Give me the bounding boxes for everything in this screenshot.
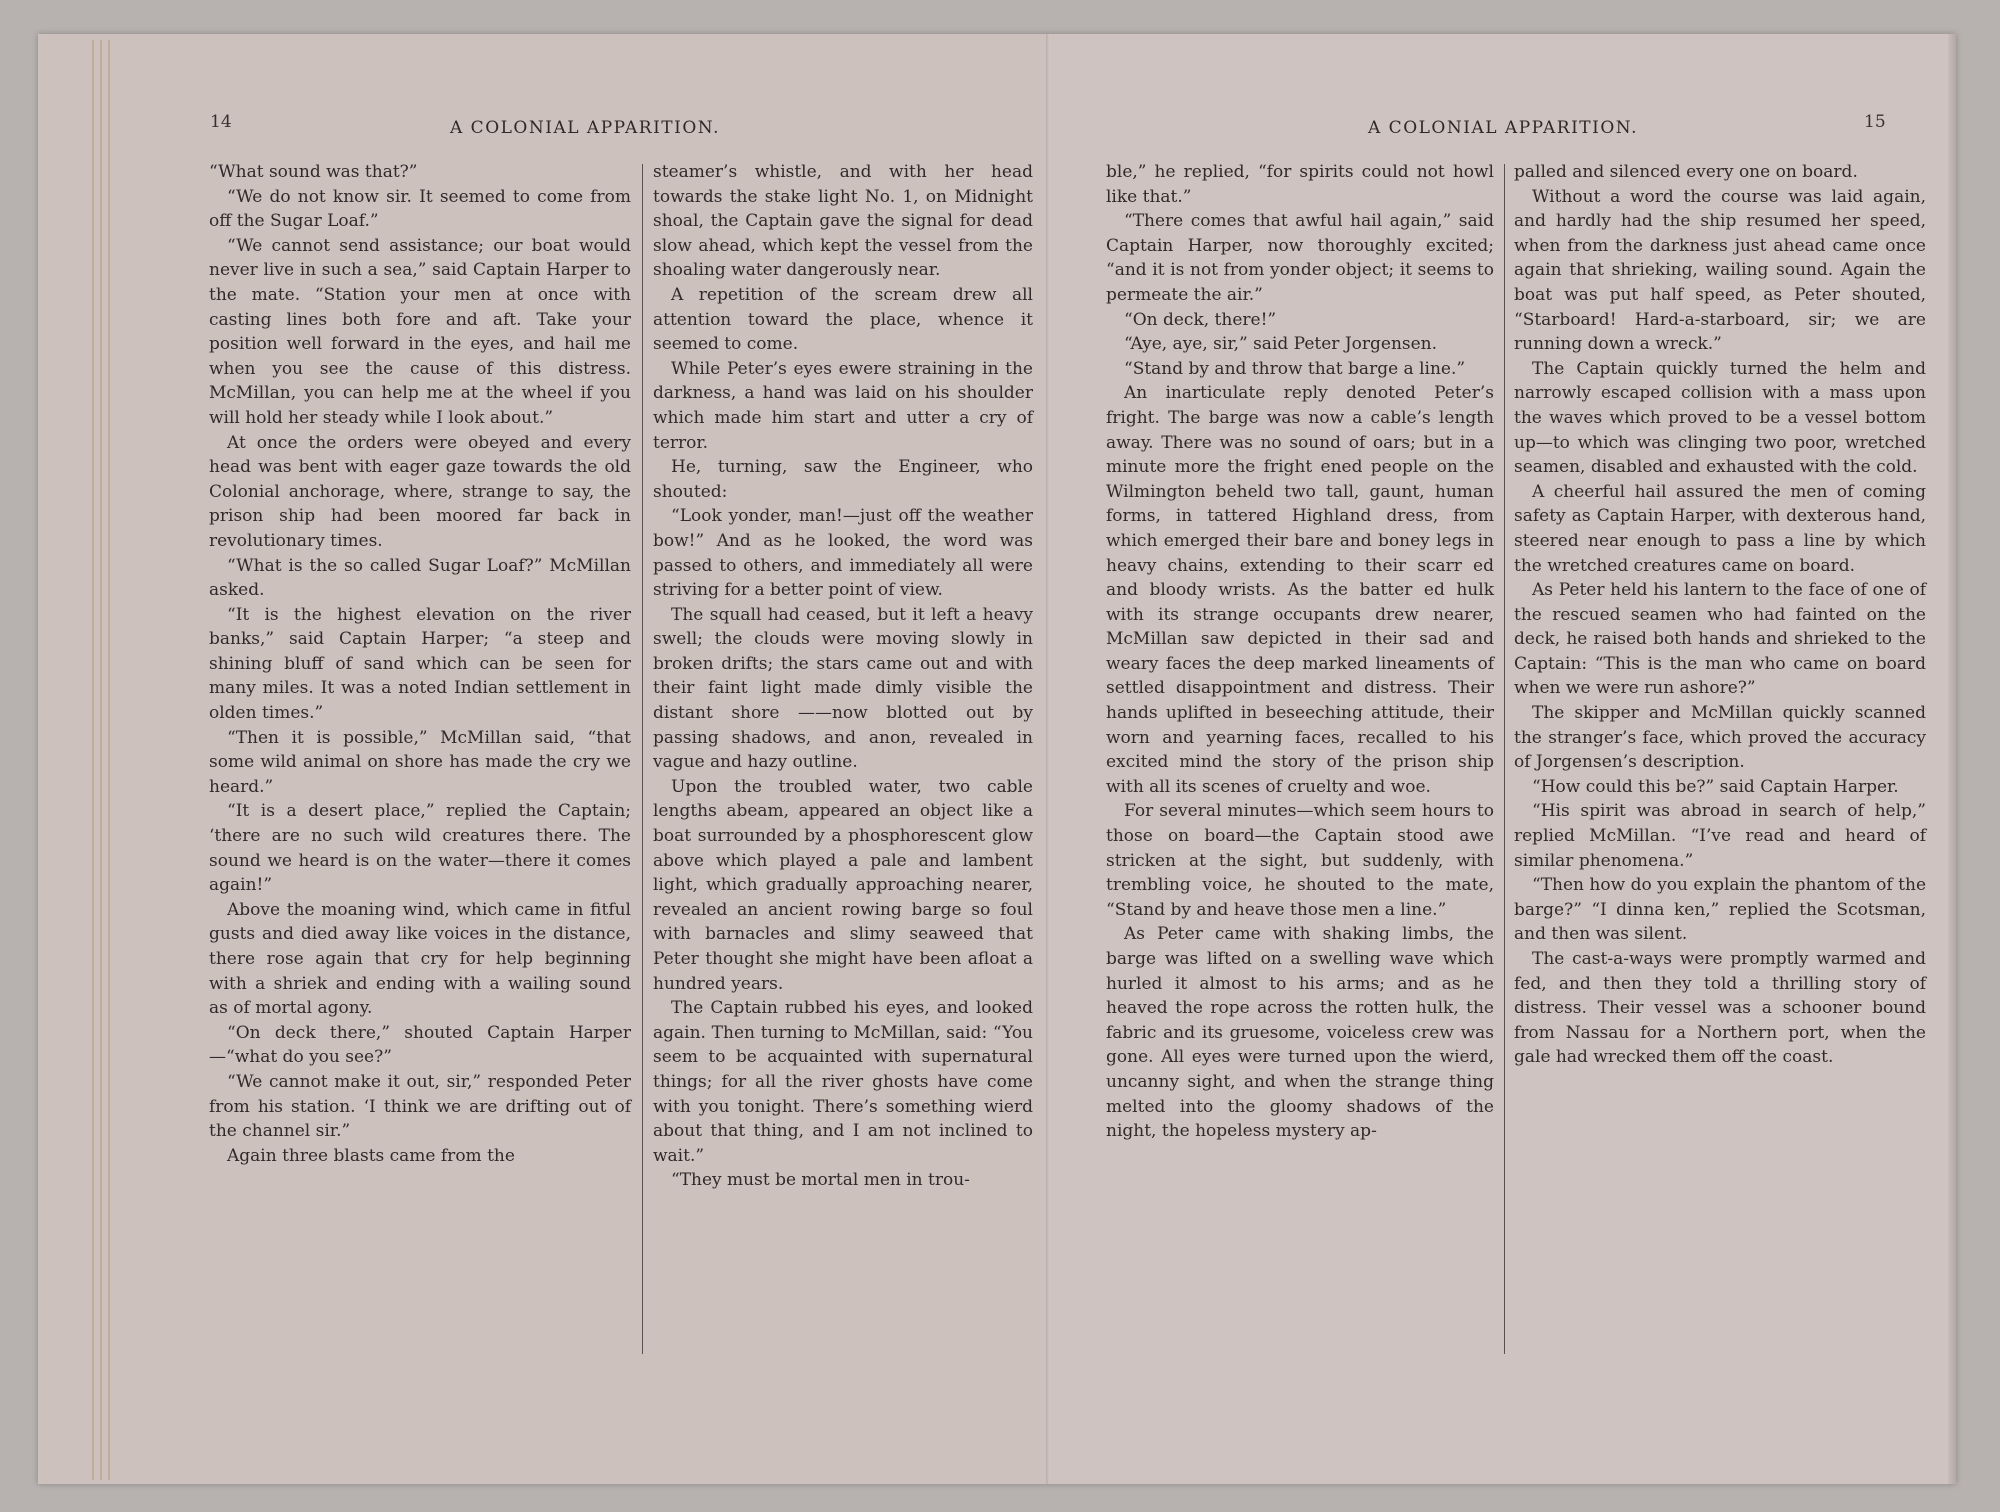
column-rule (1504, 164, 1505, 1354)
paragraph: The Captain rubbed his eyes, and looked again. Then turning to McMillan, said: “You seem to be acquainted with supernatural things; for all the river ghosts have come with you tonight. There’s something wierd about that thing, and I am not inclined to wait.” (653, 998, 1033, 1166)
binding-edge (100, 40, 102, 1480)
paragraph: The squall had ceased, but it left a heavy swell; the clouds were moving slowly in broken drifts; the stars came out and with their faint light made dimly visible the distant shore ——now blotted out by passing shadows, and anon, revealed in vague and hazy outline. (653, 604, 1033, 773)
paragraph: A repetition of the scream drew all attention toward the place, whence it seemed to come. (653, 284, 1033, 355)
paragraph: An inarticulate reply denoted Peter’s fright. The barge was now a cable’s length away. There was no sound of oars; but in a minute more the fright ened people on the Wilmington beheld two tall, gaunt, human forms, in tattered Highland dress, from which emerged their bare and boney legs in heavy chains, extending to their scarr ed and bloody wrists. As the batter ed hulk with its strange occupants drew nearer, McMillan saw depicted in their sad and weary faces the deep marked lineaments of settled disappointment and distress. Their hands uplifted in beseeching attitude, their worn and yearning faces, recalled to his excited mind the story of the prison ship with all its scenes of cruelty and woe. (1106, 383, 1494, 797)
text-column (1106, 160, 1494, 1144)
paragraph: Above the moaning wind, which came in fitful gusts and died away like voices in the distance, there rose again that cry for help beginning with a shriek and ending with a wailing sound as of mortal agony. (209, 899, 631, 1019)
paragraph: As Peter held his lantern to the face of one of the rescued seamen who had fainted on the deck, he raised both hands and shrieked to the Captain: “This is the man who came on board when we were run ashore?” (1514, 580, 1926, 699)
paragraph: “There comes that awful hail again,” said Captain Harper, now thoroughly excited; “and it is not from yonder object; it seems to permeate the air.” (1106, 211, 1494, 305)
paragraph: “We cannot make it out, sir,” responded Peter from his station. ‘I think we are drifting out of the channel sir.” (209, 1071, 631, 1142)
binding-edge (92, 40, 94, 1480)
paragraph: “How could this be?” said Captain Harper. (1532, 776, 1899, 797)
paragraph: He, turning, saw the Engineer, who shouted: (653, 457, 1033, 502)
paragraph: For several minutes—which seem hours to those on board—the Captain stood awe stricken at the sight, but suddenly, with trembling voice, he shouted to the mate, “Stand by and heave those men a line.” (1106, 801, 1494, 920)
paragraph: The Captain quickly turned the helm and narrowly escaped collision with a mass upon the waves which proved to be a vessel bottom up—to which was clinging two poor, wretched seamen, disabled and exhausted with the cold. (1514, 358, 1926, 478)
paragraph: At once the orders were obeyed and every head was bent with eager gaze towards the old Colonial anchorage, where, strange to say, the prison ship had been moored far back in revolutionary times. (209, 432, 631, 551)
page-number: 14 (210, 112, 232, 132)
page-edge (1948, 34, 1956, 1484)
book-spread (38, 34, 1956, 1484)
paragraph: “Then how do you explain the phantom of the barge?” “I dinna ken,” replied the Scotsman, and then was silent. (1514, 875, 1926, 945)
paragraph: “On deck there,” shouted Captain Harper—“what do you see?” (209, 1022, 631, 1068)
paragraph: “Then it is possible,” McMillan said, “that some wild animal on shore has made the cry we heard.” (209, 727, 631, 797)
column-rule (642, 164, 643, 1354)
text-column (209, 160, 631, 1168)
paragraph: “We cannot send assistance; our boat would never live in such a sea,” said Captain Harper to the mate. “Station your men at once with casting lines both fore and aft. Take your position well forward in the eyes, and hail me when you see the cause of this distress. McMillan, you can help me at the wheel if you will hold her steady while I look about.” (209, 235, 631, 428)
paragraph: steamer’s whistle, and with her head towards the stake light No. 1, on Midnight shoal, the Captain gave the signal for dead slow ahead, which kept the vessel from the shoaling water dangerously near. (653, 162, 1033, 281)
paragraph: “We do not know sir. It seemed to come from off the Sugar Loaf.” (209, 186, 631, 232)
paragraph: “Look yonder, man!—just off the weather bow!” And as he looked, the word was passed to others, and immediately all were striving for a better point of view. (653, 506, 1033, 601)
paragraph: “It is the highest elevation on the river banks,” said Captain Harper; “a steep and shining bluff of sand which can be seen for many miles. It was a noted Indian settlement in olden times.” (209, 604, 631, 724)
running-head: A COLONIAL APPARITION. (1368, 118, 1638, 138)
page-number: 15 (1864, 112, 1886, 132)
running-head: A COLONIAL APPARITION. (450, 118, 720, 138)
gutter (1046, 34, 1050, 1484)
paragraph: ble,” he replied, “for spirits could not howl like that.” (1106, 162, 1494, 207)
right-page (1046, 34, 1956, 1484)
paragraph: “They must be mortal men in trou- (671, 1170, 970, 1191)
text-column (1514, 160, 1926, 1070)
paragraph: The skipper and McMillan quickly scanned the stranger’s face, which proved the accuracy of Jorgensen’s description. (1514, 703, 1926, 773)
paragraph: A cheerful hail assured the men of coming safety as Captain Harper, with dexterous hand, steered near enough to pass a line by which the wretched creatures came on board. (1514, 481, 1926, 576)
text-column (653, 160, 1033, 1193)
paragraph: Without a word the course was laid again, and hardly had the ship resumed her speed, when from the darkness just ahead came once again that shrieking, wailing sound. Again the boat was put half speed, as Peter shouted, “Starboard! Hard-a-starboard, sir; we are running down a wreck.” (1514, 186, 1926, 355)
paragraph: As Peter came with shaking limbs, the barge was lifted on a swelling wave which hurled it almost to his arms; and as he heaved the rope across the rotten hulk, the fabric and its gruesome, voiceless crew was gone. All eyes were turned upon the wierd, uncanny sight, and when the strange thing melted into the gloomy shadows of the night, the hopeless mystery ap- (1106, 924, 1494, 1142)
paragraph: The cast-a-ways were promptly warmed and fed, and then they told a thrilling story of distress. Their vessel was a schooner bound from Nassau for a Northern port, when the gale had wrecked them off the coast. (1514, 949, 1926, 1068)
paragraph: “His spirit was abroad in search of help,” replied McMillan. “I’ve read and heard of similar phenomena.” (1514, 801, 1926, 871)
paragraph: “What sound was that?” (209, 162, 418, 182)
left-page (38, 34, 1046, 1484)
paragraph: “It is a desert place,” replied the Captain; ‘there are no such wild creatures there. The sound we heard is on the water—there it comes again!” (209, 801, 631, 896)
binding-edge (108, 40, 110, 1480)
paragraph: palled and silenced every one on board. (1514, 162, 1858, 182)
paragraph: Upon the troubled water, two cable lengths abeam, appeared an object like a boat surrounded by a phosphorescent glow above which played a pale and lambent light, which gradually approaching nearer, revealed an ancient rowing barge so foul with barnacles and slimy seaweed that Peter thought she might have been afloat a hundred years. (653, 776, 1033, 994)
paragraph: While Peter’s eyes ewere straining in the darkness, a hand was laid on his shoulder which made him start and utter a cry of terror. (653, 358, 1033, 453)
paragraph: “Stand by and throw that barge a line.” (1124, 358, 1466, 379)
paragraph: “Aye, aye, sir,” said Peter Jorgensen. (1124, 334, 1438, 355)
paragraph: “What is the so called Sugar Loaf?” McMillan asked. (209, 555, 631, 601)
paragraph: “On deck, there!” (1124, 309, 1277, 330)
paragraph: Again three blasts came from the (227, 1145, 515, 1166)
